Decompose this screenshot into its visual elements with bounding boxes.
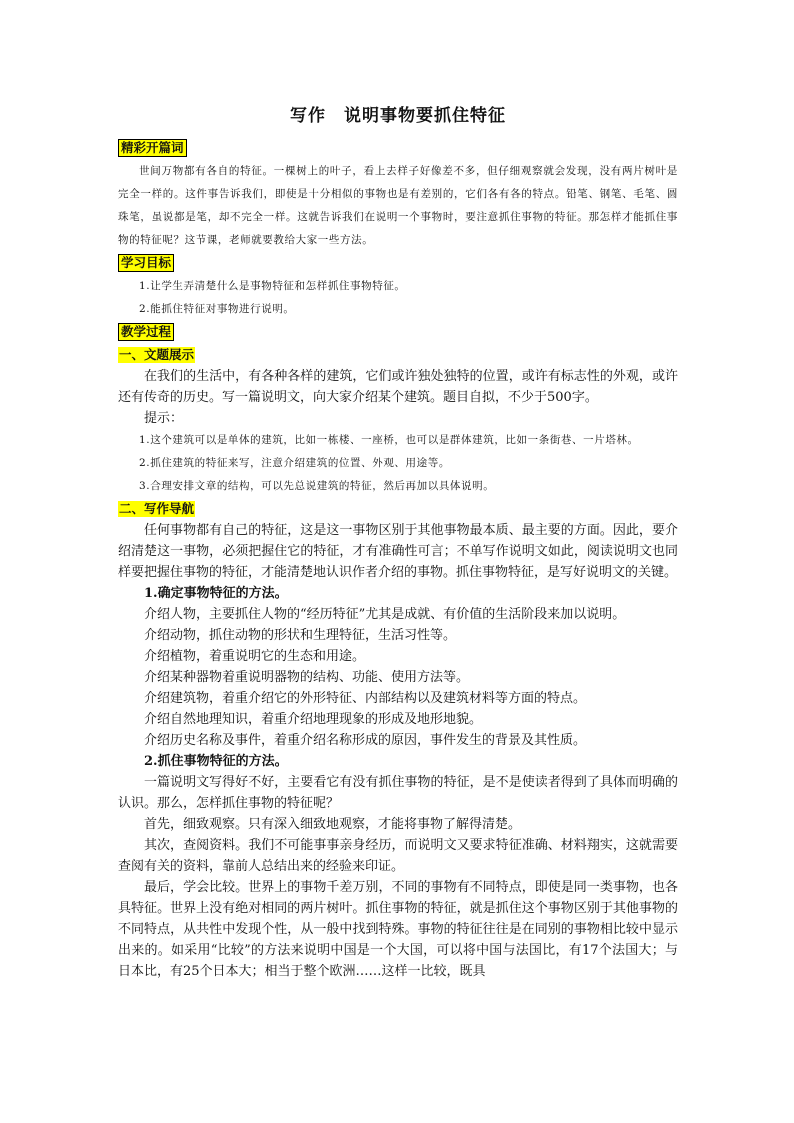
document-body [118, 104, 678, 982]
hint-item: 2.抓住建筑的特征来写，注意介绍建筑的位置、外观、用途等。 [139, 457, 450, 469]
method-paragraph: 一篇说明文写得好不好，主要看它有没有抓住事物的特征，是不是使读者得到了具体而明确的认识。那么，怎样抓住事物的特征呢？ [118, 775, 678, 811]
section-tag-goals: 学习目标 [118, 254, 174, 272]
opening-paragraph: 世间万物都有各自的特征。一棵树上的叶子，看上去样子好像差不多，但仔细观察就会发现，没有两片树叶是完全一样的。这件事告诉我们，即使是十分相似的事物也是有差别的，它们各有各的特点。铅笔、钢笔、毛笔、圆珠笔，虽说都是笔，却不完全一样。这就告诉我们在说明一个事物时，要注意抓住事物的特征。那怎样才能抓住事物的特征呢？这节课，老师就要教给大家一些方法。 [118, 165, 678, 246]
section-tag-opening: 精彩开篇词 [118, 139, 187, 157]
method-paragraph: 其次，查阅资料。我们不可能事事亲身经历，而说明文又要求特征准确、材料翔实，这就需要查阅有关的资料，靠前人总结出来的经验来印证。 [118, 838, 678, 874]
method-paragraph: 首先，细致观察。只有深入细致地观察，才能将事物了解得清楚。 [144, 817, 522, 832]
subheading-method-1: 1.确定事物特征的方法。 [144, 586, 288, 601]
method-item: 介绍动物，抓住动物的形状和生理特征，生活习性等。 [144, 628, 457, 643]
method-item: 介绍历史名称及事件，着重介绍名称形成的原因，事件发生的背景及其性质。 [144, 733, 587, 748]
method-item: 介绍人物，主要抓住人物的“经历特征”尤其是成就、有价值的生活阶段来加以说明。 [144, 607, 626, 622]
page-title: 写作 说明事物要抓住特征 [290, 106, 506, 126]
method-paragraph: 最后，学会比较。世界上的事物千差万别，不同的事物有不同特点，即使是同一类事物，也各具特征。世界上没有绝对相同的两片树叶。抓住事物的特征，就是抓住这个事物区别于其他事物的不同特点，从共性中发现个性，从一般中找到特殊。事物的特征往往是在同别的事物相比较中显示出来的。如采用“比较”的方法来说明中国是一个大国，可以将中国与法国比，有17个法国大；与日本比，有25个日本大；相当于整个欧洲……这样一比较，既具 [118, 880, 678, 979]
heading-topic: 一、文题展示 [119, 347, 195, 362]
method-item: 介绍某种器物着重说明器物的结构、功能、使用方法等。 [144, 670, 470, 685]
section-tag-process: 教学过程 [118, 323, 174, 341]
hint-label: 提示： [144, 411, 184, 426]
subheading-method-2: 2.抓住事物特征的方法。 [144, 754, 288, 769]
method-item: 介绍自然地理知识，着重介绍地理现象的形成及地形地貌。 [144, 712, 483, 727]
goal-item: 1.让学生弄清楚什么是事物特征和怎样抓住事物特征。 [139, 280, 406, 292]
hint-item: 3.合理安排文章的结构，可以先总说建筑的特征，然后再加以具体说明。 [139, 480, 495, 492]
hint-item: 1.这个建筑可以是单体的建筑，比如一栋楼、一座桥，也可以是群体建筑，比如一条街巷、一片塔林。 [139, 434, 639, 446]
method-item: 介绍植物，着重说明它的生态和用途。 [144, 649, 366, 664]
goal-item: 2.能抓住特征对事物进行说明。 [139, 303, 295, 315]
prompt-paragraph: 在我们的生活中，有各种各样的建筑，它们或许独处独特的位置，或许有标志性的外观，或许还有传奇的历史。写一篇说明文，向大家介绍某个建筑。题目自拟，不少于500字。 [118, 369, 678, 405]
guide-intro: 任何事物都有自己的特征，这是这一事物区别于其他事物最本质、最主要的方面。因此，要介绍清楚这一事物，必须把握住它的特征，才有准确性可言；不单写作说明文如此，阅读说明文也同样要把握住事物的特征，才能清楚地认识作者介绍的事物。抓住事物特征，是写好说明文的关键。 [118, 523, 678, 580]
heading-guide: 二、写作导航 [119, 501, 195, 516]
method-item: 介绍建筑物，着重介绍它的外形特征、内部结构以及建筑材料等方面的特点。 [144, 691, 587, 706]
